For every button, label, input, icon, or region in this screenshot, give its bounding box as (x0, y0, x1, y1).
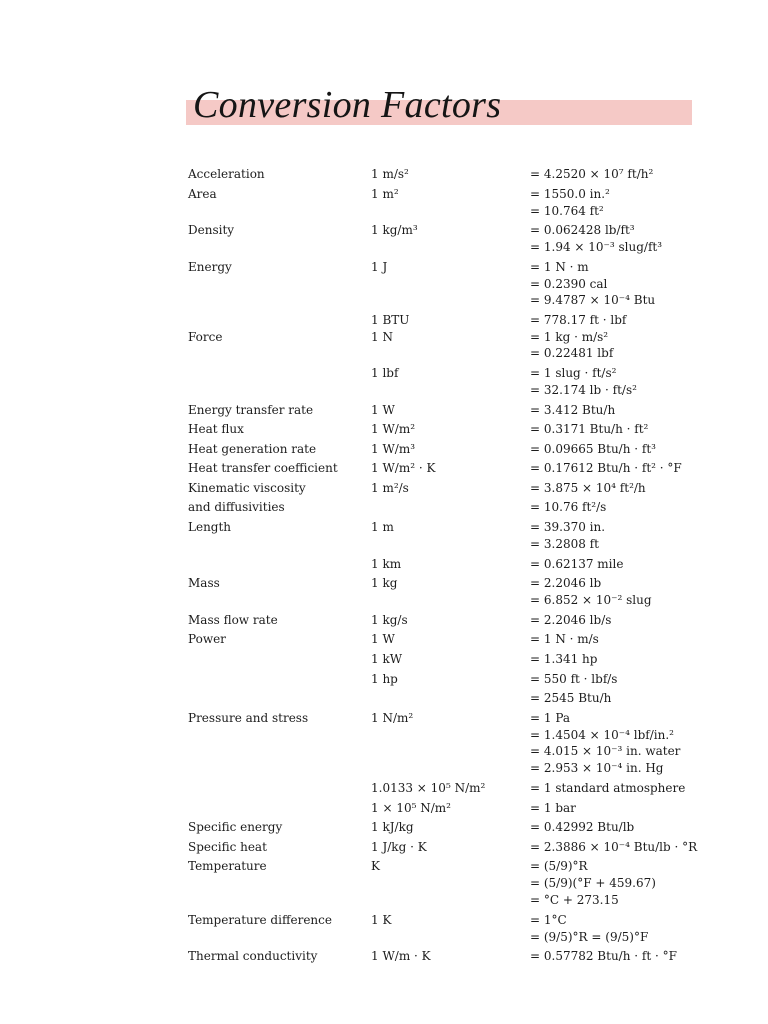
converted-value: = 0.17612 Btu/h · ft² · °F (530, 461, 682, 475)
quantity-label: Specific energy (188, 820, 283, 834)
si-unit: 1 N (371, 330, 393, 344)
quantity-label: Heat transfer coefficient (188, 461, 338, 475)
quantity-label: Area (188, 187, 217, 201)
quantity-label: Density (188, 223, 235, 237)
si-unit: 1 W/m² · K (371, 461, 436, 475)
si-unit: 1 kg/m³ (371, 223, 418, 237)
converted-value: = 0.42992 Btu/lb (530, 820, 635, 834)
page-title: Conversion Factors (193, 84, 502, 126)
converted-value: = 778.17 ft · lbf (530, 313, 627, 327)
converted-value: = 4.2520 × 10⁷ ft/h² (530, 167, 654, 181)
si-unit: 1 J/kg · K (371, 840, 427, 854)
quantity-label: Length (188, 520, 232, 534)
quantity-label: Acceleration (188, 167, 265, 181)
si-unit: 1 m²/s (371, 481, 409, 495)
converted-value: = 2.3886 × 10⁻⁴ Btu/lb · °R (530, 840, 698, 854)
converted-value: = 1°C (530, 913, 567, 927)
converted-value: = 2.2046 lb (530, 576, 602, 590)
quantity-label: and diffusivities (188, 500, 285, 514)
converted-value: = (5/9)°R (530, 859, 588, 873)
converted-value: = 0.22481 lbf (530, 346, 614, 360)
quantity-label: Mass (188, 576, 220, 590)
si-unit: 1 W (371, 632, 395, 646)
converted-value: = 1.4504 × 10⁻⁴ lbf/in.² (530, 728, 674, 742)
converted-value: = 1 kg · m/s² (530, 330, 609, 344)
si-unit: 1.0133 × 10⁵ N/m² (371, 781, 486, 795)
si-unit: 1 W/m² (371, 422, 416, 436)
converted-value: = 550 ft · lbf/s (530, 672, 618, 686)
converted-value: = 1 standard atmosphere (530, 781, 686, 795)
si-unit: 1 lbf (371, 366, 399, 380)
quantity-label: Force (188, 330, 223, 344)
si-unit: 1 m/s² (371, 167, 409, 181)
quantity-label: Thermal conductivity (188, 949, 318, 963)
si-unit: 1 W/m · K (371, 949, 431, 963)
si-unit: 1 × 10⁵ N/m² (371, 801, 451, 815)
converted-value: = 0.09665 Btu/h · ft³ (530, 442, 656, 456)
converted-value: = 4.015 × 10⁻³ in. water (530, 744, 681, 758)
converted-value: = 3.875 × 10⁴ ft²/h (530, 481, 646, 495)
converted-value: = 0.62137 mile (530, 557, 624, 571)
si-unit: 1 km (371, 557, 402, 571)
si-unit: 1 m² (371, 187, 399, 201)
quantity-label: Energy (188, 260, 232, 274)
converted-value: = 0.3171 Btu/h · ft² (530, 422, 649, 436)
si-unit: 1 K (371, 913, 392, 927)
quantity-label: Temperature (188, 859, 267, 873)
quantity-label: Mass flow rate (188, 613, 278, 627)
converted-value: = (5/9)(°F + 459.67) (530, 876, 656, 890)
quantity-label: Power (188, 632, 226, 646)
converted-value: = 10.764 ft² (530, 204, 604, 218)
converted-value: = 1 Pa (530, 711, 571, 725)
converted-value: = 1.94 × 10⁻³ slug/ft³ (530, 240, 663, 254)
converted-value: = 1.341 hp (530, 652, 598, 666)
si-unit: 1 J (371, 260, 388, 274)
converted-value: = 39.370 in. (530, 520, 606, 534)
quantity-label: Pressure and stress (188, 711, 309, 725)
quantity-label: Specific heat (188, 840, 267, 854)
converted-value: = (9/5)°R = (9/5)°F (530, 930, 649, 944)
si-unit: 1 W (371, 403, 395, 417)
converted-value: = 1550.0 in.² (530, 187, 610, 201)
quantity-label: Heat flux (188, 422, 244, 436)
si-unit: 1 hp (371, 672, 398, 686)
converted-value: = 9.4787 × 10⁻⁴ Btu (530, 293, 656, 307)
converted-value: = 32.174 lb · ft/s² (530, 383, 637, 397)
converted-value: = 1 bar (530, 801, 576, 815)
converted-value: = 3.412 Btu/h (530, 403, 616, 417)
quantity-label: Heat generation rate (188, 442, 317, 456)
converted-value: = 6.852 × 10⁻² slug (530, 593, 652, 607)
quantity-label: Temperature difference (188, 913, 332, 927)
converted-value: = 3.2808 ft (530, 537, 599, 551)
si-unit: 1 W/m³ (371, 442, 416, 456)
si-unit: 1 m (371, 520, 394, 534)
converted-value: = 1 N · m/s (530, 632, 599, 646)
converted-value: = 1 N · m (530, 260, 589, 274)
converted-value: = 1 slug · ft/s² (530, 366, 617, 380)
si-unit: 1 kW (371, 652, 403, 666)
converted-value: = °C + 273.15 (530, 893, 619, 907)
quantity-label: Energy transfer rate (188, 403, 314, 417)
converted-value: = 0.57782 Btu/h · ft · °F (530, 949, 677, 963)
si-unit: 1 kg (371, 576, 398, 590)
converted-value: = 2.953 × 10⁻⁴ in. Hg (530, 761, 664, 775)
converted-value: = 0.062428 lb/ft³ (530, 223, 635, 237)
converted-value: = 10.76 ft²/s (530, 500, 607, 514)
converted-value: = 0.2390 cal (530, 277, 608, 291)
converted-value: = 2.2046 lb/s (530, 613, 612, 627)
si-unit: 1 kJ/kg (371, 820, 414, 834)
converted-value: = 2545 Btu/h (530, 691, 612, 705)
si-unit: 1 kg/s (371, 613, 408, 627)
si-unit: 1 BTU (371, 313, 410, 327)
si-unit: 1 N/m² (371, 711, 414, 725)
si-unit: K (371, 859, 380, 873)
quantity-label: Kinematic viscosity (188, 481, 306, 495)
